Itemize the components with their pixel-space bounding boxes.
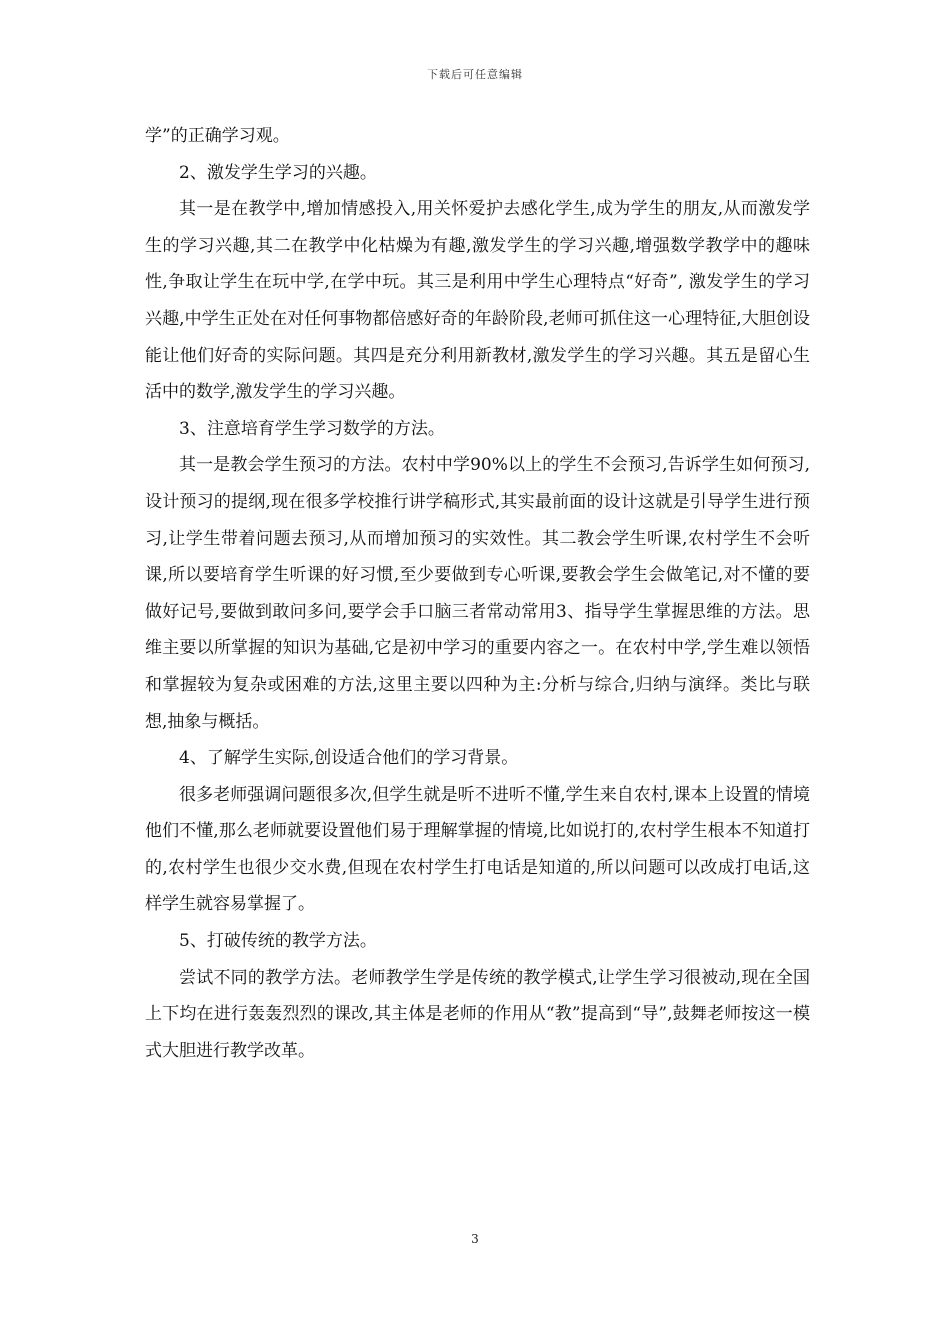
paragraph-traditional: 尝试不同的教学方法。老师教学生学是传统的教学模式,让学生学习很被动,现在全国上下均在进行轰轰烈烈的课改,其主体是老师的作用从“教”提高到“导”,鼓舞老师按这一模式大胆进行教学改革。: [145, 967, 810, 1061]
section-heading-5: 5、打破传统的教学方法。: [179, 931, 377, 952]
paragraph-interest: 其一是在教学中,增加情感投入,用关怀爱护去感化学生,成为学生的朋友,从而激发学生的学习兴趣,其二在教学中化枯燥为有趣,激发学生的学习兴趣,增强数学教学中的趣味性,争取让学生在玩中学,在学中玩。其三是利用中学生心理特点“好奇”, 激发学生的学习兴趣,中学生正处在对任何事物都倍感好奇的年龄阶段,老师可抓住这一心理特征,大胆创设能让他们好奇的实际问题。其四是充分利用新教材,激发学生的学习兴趣。其五是留心生活中的数学,激发学生的学习兴趣。: [145, 199, 810, 403]
section-heading-4: 4、了解学生实际,创设适合他们的学习背景。: [179, 748, 519, 769]
body-text: [145, 118, 810, 1069]
paragraph-context: 很多老师强调问题很多次,但学生就是听不进听不懂,学生来自农村,课本上设置的情境他们不懂,那么老师就要设置他们易于理解掌握的情境,比如说打的,农村学生根本不知道打的,农村学生也很少交水费,但现在农村学生打电话是知道的,所以问题可以改成打电话,这样学生就容易掌握了。: [145, 784, 810, 915]
section-heading-3: 3、注意培育学生学习数学的方法。: [179, 418, 445, 439]
paragraph-methods: 其一是教会学生预习的方法。农村中学90%以上的学生不会预习,告诉学生如何预习,设计预习的提纲,现在很多学校推行讲学稿形式,其实最前面的设计这就是引导学生进行预习,让学生带着问题去预习,从而增加预习的实效性。其二教会学生听课,农村学生不会听课,所以要培育学生听课的好习惯,至少要做到专心听课,要教会学生会做笔记,对不懂的要做好记号,要做到敢问多问,要学会手口脑三者常动常用3、指导学生掌握思维的方法。思维主要以所掌握的知识为基础,它是初中学习的重要内容之一。在农村中学,学生难以领悟和掌握较为复杂或困难的方法,这里主要以四种为主:分析与综合,归纳与演绎。类比与联想,抽象与概括。: [145, 455, 810, 732]
section-heading-2: 2、激发学生学习的兴趣。: [179, 162, 377, 183]
page-header: 下载后可任意编辑: [427, 68, 523, 81]
paragraph-continuation: 学”的正确学习观。: [145, 126, 290, 146]
page-number: 3: [471, 1232, 479, 1246]
